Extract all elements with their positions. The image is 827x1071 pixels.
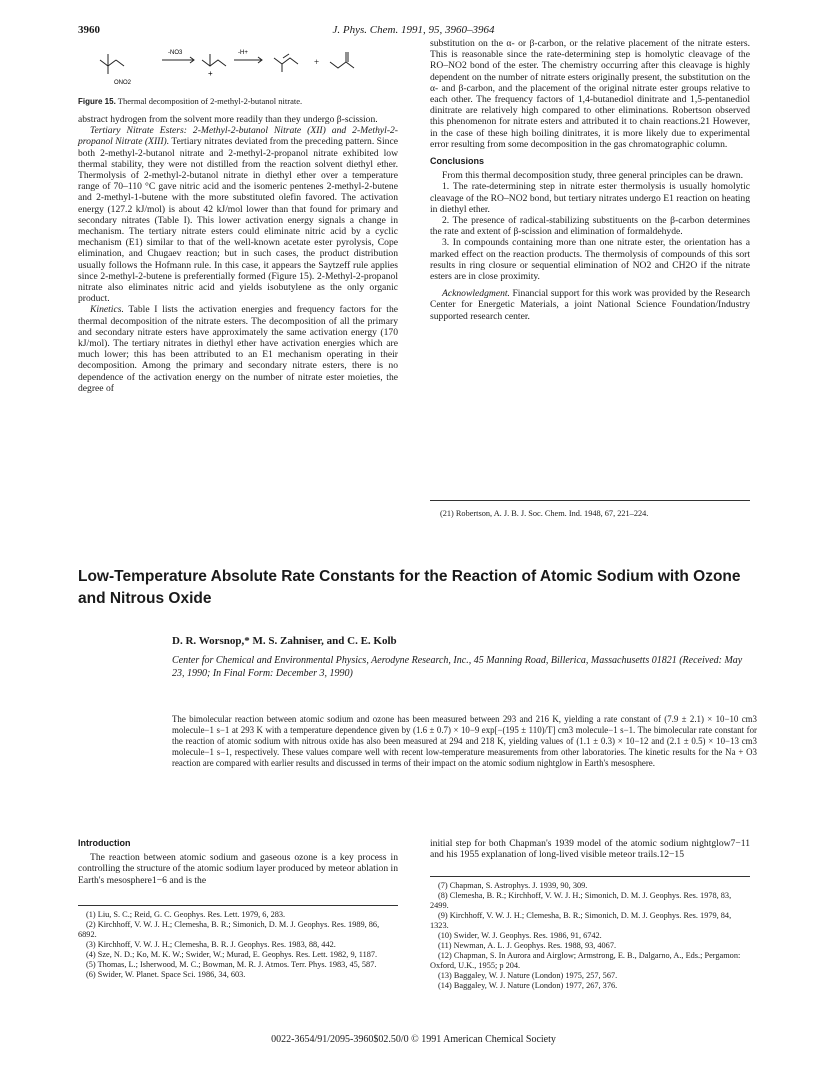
right-refs-divider <box>430 876 750 877</box>
conclusions-intro: From this thermal decomposition study, three general principles can be drawn. <box>442 170 743 182</box>
reference-item: (10) Swider, W. J. Geophys. Res. 1986, 91, 6742. <box>438 931 602 940</box>
copyright-footer: 0022-3654/91/2095-3960$02.50/0 © 1991 American Chemical Society <box>271 1034 556 1045</box>
left-refs-divider <box>78 905 398 906</box>
reference-item: (11) Newman, A. L. J. Geophys. Res. 1988, 93, 4067. <box>438 941 617 950</box>
reference-item: (13) Baggaley, W. J. Nature (London) 1975, 257, 567. <box>438 971 618 980</box>
figure-label: Figure 15. <box>78 97 116 106</box>
figure-caption-text: Thermal decomposition of 2-methyl-2-butanol nitrate. <box>117 96 303 106</box>
article-title: Low-Temperature Absolute Rate Constants for the Reaction of Atomic Sodium with Ozone and Nitrous Oxide <box>78 568 741 607</box>
right-column-body <box>430 38 750 322</box>
reference-item: (6) Swider, W. Planet. Space Sci. 1986, 34, 603. <box>86 970 246 979</box>
references-left <box>78 910 398 980</box>
introduction-right <box>430 838 750 860</box>
reference-item: (5) Thomas, L.; Isherwood, M. C.; Bowman, M. R. J. Atmos. Terr. Phys. 1983, 45, 587. <box>86 960 377 969</box>
introduction-text-right: initial step for both Chapman's 1939 model of the atomic sodium nightglow7−11 and his 1955 explanation of long-lived visible meteor trails.12−15 <box>430 838 750 861</box>
cation-charge: + <box>208 69 213 78</box>
running-header: J. Phys. Chem. 1991, 95, 3960–3964 <box>332 24 495 36</box>
reference-item: (14) Baggaley, W. J. Nature (London) 1977, 267, 376. <box>438 981 618 990</box>
article-affiliation: Center for Chemical and Environmental Physics, Aerodyne Research, Inc., 45 Manning Road, Billerica, Massachusetts 01821 (Received: May 23, 1990; In Final Form: December 3, 1990) <box>172 655 743 679</box>
introduction-heading: Introduction <box>78 838 131 848</box>
footnote-divider <box>430 500 750 501</box>
reference-21: (21) Robertson, A. J. B. J. Soc. Chem. Ind. 1948, 67, 221–224. <box>440 509 649 518</box>
reagent-label: ONO2 <box>114 80 132 86</box>
reference-item: (7) Chapman, S. Astrophys. J. 1939, 90, 309. <box>438 881 588 890</box>
left-column-body <box>78 114 398 394</box>
plus-sign: + <box>314 57 320 67</box>
tertiary-heading: Tertiary Nitrate Esters: 2-Methyl-2-butanol Nitrate (XII) and 2-Methyl-2-propanol Nitrate (XIII). <box>78 125 398 148</box>
step2-label: -H+ <box>238 50 248 56</box>
reference-item: (1) Liu, S. C.; Reid, G. C. Geophys. Res. Lett. 1979, 6, 283. <box>86 910 286 919</box>
reference-item: (9) Kirchhoff, V. W. J. H.; Clemesha, B. R.; Simonich, D. M. J. Geophys. Res. 1979, 84, 1323. <box>430 911 732 930</box>
references-right <box>430 881 750 991</box>
conclusions-heading: Conclusions <box>430 156 485 167</box>
article-authors: D. R. Worsnop,* M. S. Zahniser, and C. E. Kolb <box>172 635 397 647</box>
acknowledgment: Acknowledgment. Financial support for this work was provided by the Research Center for Energetic Materials, a joint National Science Foundation/Industry supported research center. <box>430 288 750 322</box>
article-abstract: The bimolecular reaction between atomic sodium and ozone has been measured between 293 and 216 K, yielding a rate constant of (7.9 ± 2.1) × 10−10 cm3 molecule−1 s−1 at 293 K with a temperature dependence given by (1.6 ± 0.7) × 10−9 exp[−(195 ± 110)/T] cm3 molecule−1 s−1. The bimolecular rate constant for the reaction of atomic sodium with nitrous oxide has also been measured at 294 and 218 K, yielding values of (1.1 ± 0.3) × 10−12 and (2.1 ± 0.5) × 10−13 cm3 molecule−1 s−1, respectively. These values compare well with recent low-temperature measurements from other laboratories. The kinetic results for the Na + O3 reaction are compared with earlier results and discussed in terms of their impact on the atomic sodium nightglow in Earth's mesosphere. <box>172 714 757 768</box>
kinetics-heading: Kinetics. <box>90 304 124 316</box>
left-paragraph-3: Kinetics. Table I lists the activation energies and frequency factors for the thermal decomposition of the nitrate esters. The decomposition of all the primary and secondary nitrate esters have approximately the same activation energy (170 kJ/mol). The tertiary nitrates in diethyl ether have activation energies which are much lower; this has been attributed to an E1 mechanism operating in their decomposition. Among the primary and secondary nitrate esters, there is no dependence of the activation energy on the number of nitrate ester moieties, the degree of <box>78 304 399 394</box>
right-paragraph-1: substitution on the α- or β-carbon, or the relative placement of the nitrate esters. This is reasonable since the rate-determining step is homolytic cleavage of the RO–NO2 bond of the ester. The chemistry occurring after this cleavage is highly dependent on the number of nitrate esters originally present, the substitution on the α- and β-carbon, and the placement of the original nitrate ester groups relative to each other. The frequency factors of 1,4-butanediol dinitrate and 1,5-pentanediol dinitrate are relatively high compared to other eliminations. Robertson observed this phenomenon for nitrate esters and attributed it to chain reactions.21 However, in the case of these high boiling dinitrates, it is more likely due to experimental error resulting from some decomposition in the gas chromatographic column. <box>430 38 750 150</box>
left-paragraph-2: Tertiary Nitrate Esters: 2-Methyl-2-butanol Nitrate (XII) and 2-Methyl-2-propanol Nitrate (XIII). Tertiary nitrates deviated from the preceding pattern. Since both 2-methyl-2-butanol nitrate and 2-methyl-2-propanol nitrate exhibited low thermal stability, they were not distilled from the reaction solvent diethyl ether. Thermolysis of 2-methyl-2-butanol nitrate in diethyl ether over a temperature range of 70–110 °C gave nitric acid and the isomeric pentenes 2-methyl-2-butene and 2-methyl-1-butene with the more substituted olefin favored. The activation energy (127.2 kJ/mol) is about 42 kJ/mol lower than that found for primary and secondary nitrates (Table I). This lower activation energy signals a change in mechanism. The tertiary nitrate esters could eliminate nitric acid by a cyclic mechanism (E1) similar to that of the well-known acetate ester pyrolysis, Cope elimination, and Chugaev reaction; but in such cases, the product distribution usually follows the Hofmann rule. In this case, it appears the Saytzeff rule applies since 2-methyl-2-butene is preferentially formed (Figure 15). 2-Methyl-2-propanol nitrate also eliminates nitric acid and yields isobutylene as the only organic product. <box>78 125 398 305</box>
reference-item: (12) Chapman, S. In Aurora and Airglow; Armstrong, E. B., Dalgarno, A., Eds.; Pergamon: Oxford, U.K., 1955; p 204. <box>430 951 741 970</box>
step1-label: -NO3 <box>168 50 183 56</box>
conclusion-3: 3. In compounds containing more than one nitrate ester, the orientation has a marked effect on the reaction products. The thermolysis of compounds of this sort results in ring closure or sequential elimination of NO2 and CH2O if the nitrate esters are in close proximity. <box>430 237 750 283</box>
reference-item: (8) Clemesha, B. R.; Kirchhoff, V. W. J. H.; Simonich, D. M. J. Geophys. Res. 1978, 83, 2499. <box>430 891 732 910</box>
reference-item: (2) Kirchhoff, V. W. J. H.; Clemesha, B. R.; Simonich, D. M. J. Geophys. Res. 1989, 86, 6892. <box>78 920 380 939</box>
conclusion-1: 1. The rate-determining step in nitrate ester thermolysis is usually homolytic cleavage of the RO–NO2 bond, but tertiary nitrates undergo E1 reaction on heating in diethyl ether. <box>430 181 750 215</box>
figure-caption <box>78 96 398 106</box>
conclusion-2: 2. The presence of radical-stabilizing substituents on the β-carbon determines the rate and extent of β-scission and elimination of formaldehyde. <box>430 215 750 238</box>
left-paragraph-1: abstract hydrogen from the solvent more readily than they undergo β-scission. <box>78 114 378 125</box>
reference-item: (4) Sze, N. D.; Ko, M. K. W.; Swider, W.; Murad, E. Geophys. Res. Lett. 1982, 9, 1187. <box>86 950 378 959</box>
reference-item: (3) Kirchhoff, V. W. J. H.; Clemesha, B. R. J. Geophys. Res. 1983, 88, 442. <box>86 940 336 949</box>
reaction-scheme-figure <box>78 38 398 96</box>
page-number: 3960 <box>78 24 100 36</box>
introduction-left <box>78 838 398 886</box>
introduction-text-left: The reaction between atomic sodium and gaseous ozone is a key process in controlling the structure of the atomic sodium layer produced by meteor ablation in Earth's mesosphere1−6 and is the <box>78 852 398 886</box>
